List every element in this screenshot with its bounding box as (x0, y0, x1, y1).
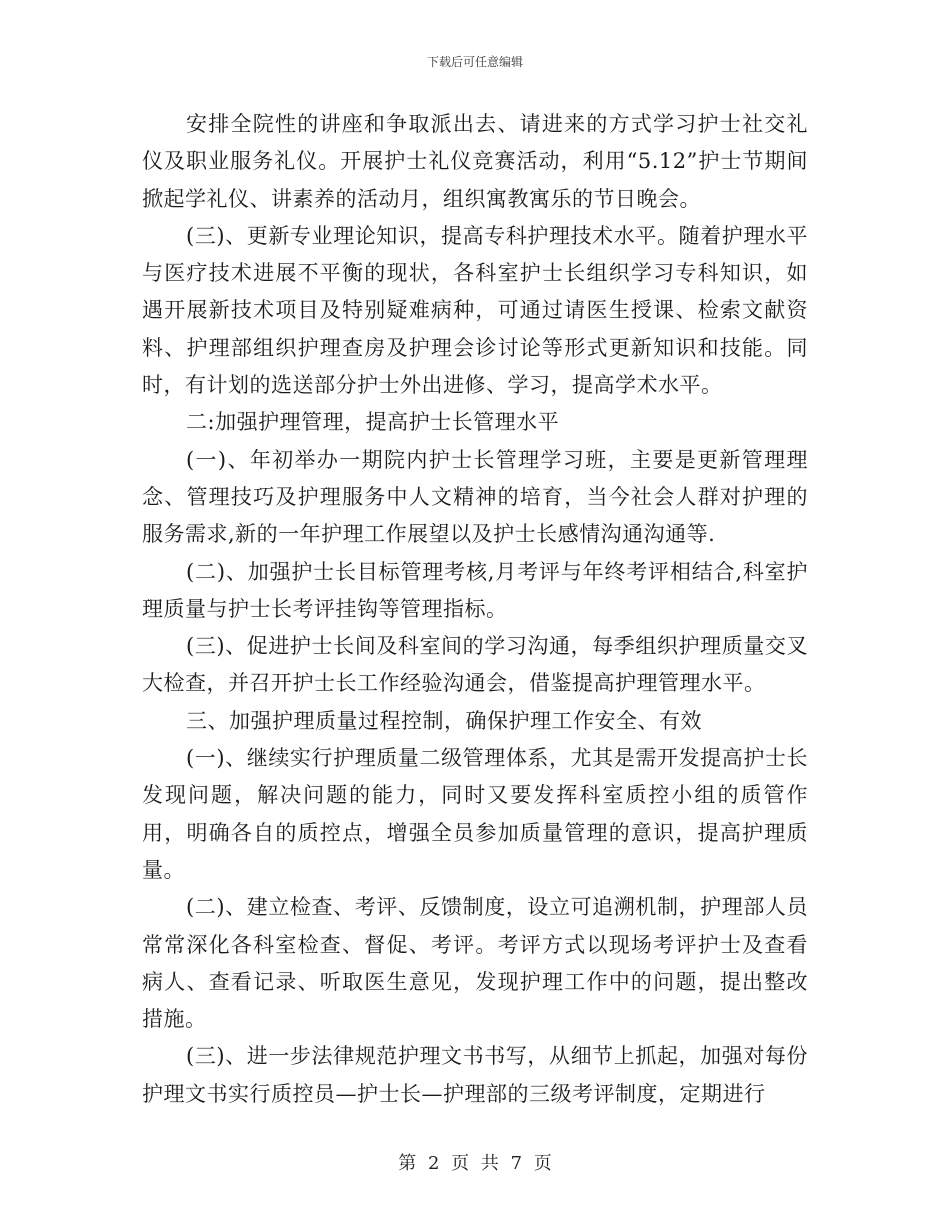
paragraph: (一)、年初举办一期院内护士长管理学习班，主要是更新管理理念、管理技巧及护理服务中人文精神的培育，当今社会人群对护理的服务需求,新的一年护理工作展望以及护士长感情沟通沟通等. (142, 447, 808, 547)
paragraph: (一)、继续实行护理质量二级管理体系，尤其是需开发提高护士长发现问题，解决问题的能力，同时又要发挥科室质控小组的质管作用，明确各自的质控点，增强全员参加质量管理的意识，提高护理质量。 (142, 746, 808, 882)
body-text (142, 106, 808, 1113)
paragraph: (三)、更新专业理论知识，提高专科护理技术水平。随着护理水平与医疗技术进展不平衡的现状，各科室护士长组织学习专科知识，如遇开展新技术项目及特别疑难病种，可通过请医生授课、检索文献资料、护理部组织护理查房及护理会诊讨论等形式更新知识和技能。同时，有计划的选送部分护士外出进修、学习，提高学术水平。 (142, 223, 808, 398)
paragraph: (三)、进一步法律规范护理文书书写，从细节上抓起，加强对每份护理文书实行质控员—护士长—护理部的三级考评制度，定期进行 (142, 1044, 808, 1106)
paragraph: 二:加强护理管理，提高护士长管理水平 (186, 410, 560, 435)
paragraph: (三)、促进护士长间及科室间的学习沟通，每季组织护理质量交叉大检查，并召开护士长工作经验沟通会，借鉴提高护理管理水平。 (142, 634, 808, 696)
paragraph: 三、加强护理质量过程控制，确保护理工作安全、有效 (186, 708, 702, 733)
paragraph: (二)、建立检查、考评、反馈制度，设立可追溯机制，护理部人员常常深化各科室检查、督促、考评。考评方式以现场考评护士及查看病人、查看记录、听取医生意见，发现护理工作中的问题，提出整改措施。 (142, 895, 808, 1032)
page-footer: 第 2 页 共 7 页 (398, 1153, 552, 1174)
paragraph: (二)、加强护士长目标管理考核,月考评与年终考评相结合,科室护理质量与护士长考评挂钩等管理指标。 (142, 559, 808, 621)
page-header: 下载后可任意编辑 (426, 55, 523, 69)
paragraph: 安排全院性的讲座和争取派出去、请进来的方式学习护士社交礼仪及职业服务礼仪。开展护士礼仪竞赛活动，利用“5.12”护士节期间掀起学礼仪、讲素养的活动月，组织寓教寓乐的节日晚会。 (142, 112, 808, 211)
